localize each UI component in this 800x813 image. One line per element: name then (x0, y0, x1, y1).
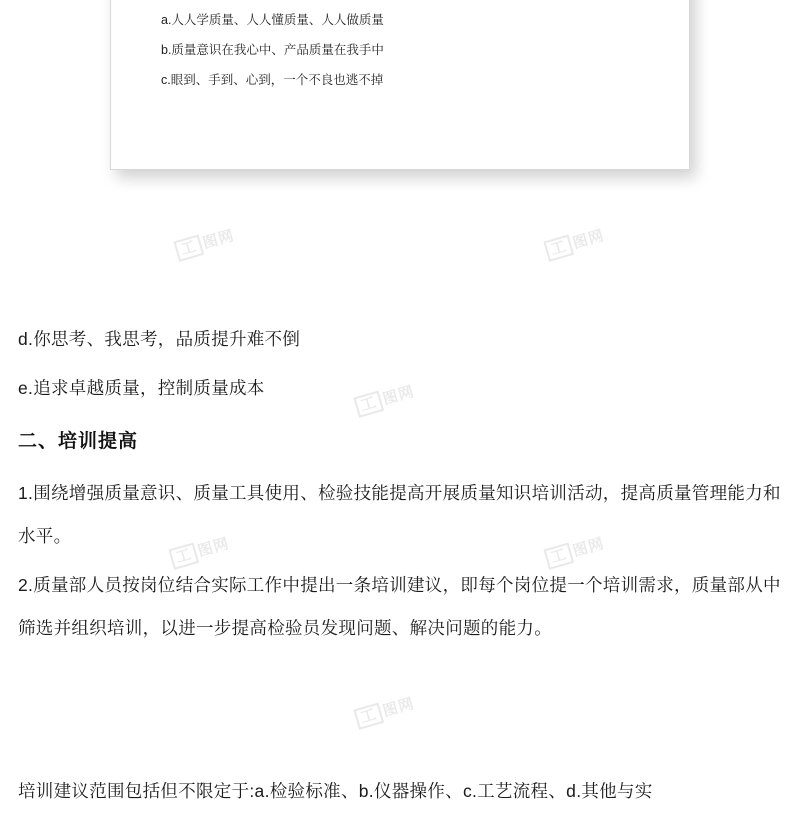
watermark-box-glyph: 工 (353, 390, 384, 417)
watermark-box-glyph: 工 (168, 542, 199, 569)
paragraph-training-2: 2.质量部人员按岗位结合实际工作中提出一条培训建议，即每个岗位提一个培训需求，质量部从中筛选并组织培训，以进一步提高检验员发现问题、解决问题的能力。 (18, 575, 781, 638)
watermark-text: 图网 (570, 227, 607, 253)
preview-line: b.质量意识在我心中、产品质量在我手中 (161, 43, 384, 57)
watermark-text: 图网 (195, 535, 232, 561)
paragraph-training-3-clipped: 培训建议范围包括但不限定于:a.检验标准、b.仪器操作、c.工艺流程、d.其他与实 (18, 781, 653, 801)
watermark-box-glyph: 工 (353, 702, 384, 729)
watermark (173, 224, 237, 262)
paragraph-slogan-e: e.追求卓越质量，控制质量成本 (18, 378, 265, 398)
watermark-box-glyph: 工 (543, 234, 574, 261)
watermark-text: 图网 (380, 383, 417, 409)
watermark-text: 图网 (380, 695, 417, 721)
paragraph-slogan-d: d.你思考、我思考，品质提升难不倒 (18, 329, 301, 349)
watermark-text: 图网 (200, 227, 237, 253)
watermark-text: 图网 (570, 535, 607, 561)
preview-line: c.眼到、手到、心到，一个不良也逃不掉 (161, 73, 384, 87)
watermark-box-glyph: 工 (543, 542, 574, 569)
preview-text-block (161, 0, 659, 169)
watermark (543, 224, 607, 262)
paragraph-training-1: 1.围绕增强质量意识、质量工具使用、检验技能提高开展质量知识培训活动，提高质量管理能力和水平。 (18, 483, 781, 546)
document-preview-thumbnail (110, 0, 690, 170)
preview-line: a.人人学质量、人人懂质量、人人做质量 (161, 13, 384, 27)
watermark-box-glyph: 工 (173, 234, 204, 261)
section-heading-training: 二、培训提高 (18, 431, 139, 452)
watermark (353, 692, 417, 730)
